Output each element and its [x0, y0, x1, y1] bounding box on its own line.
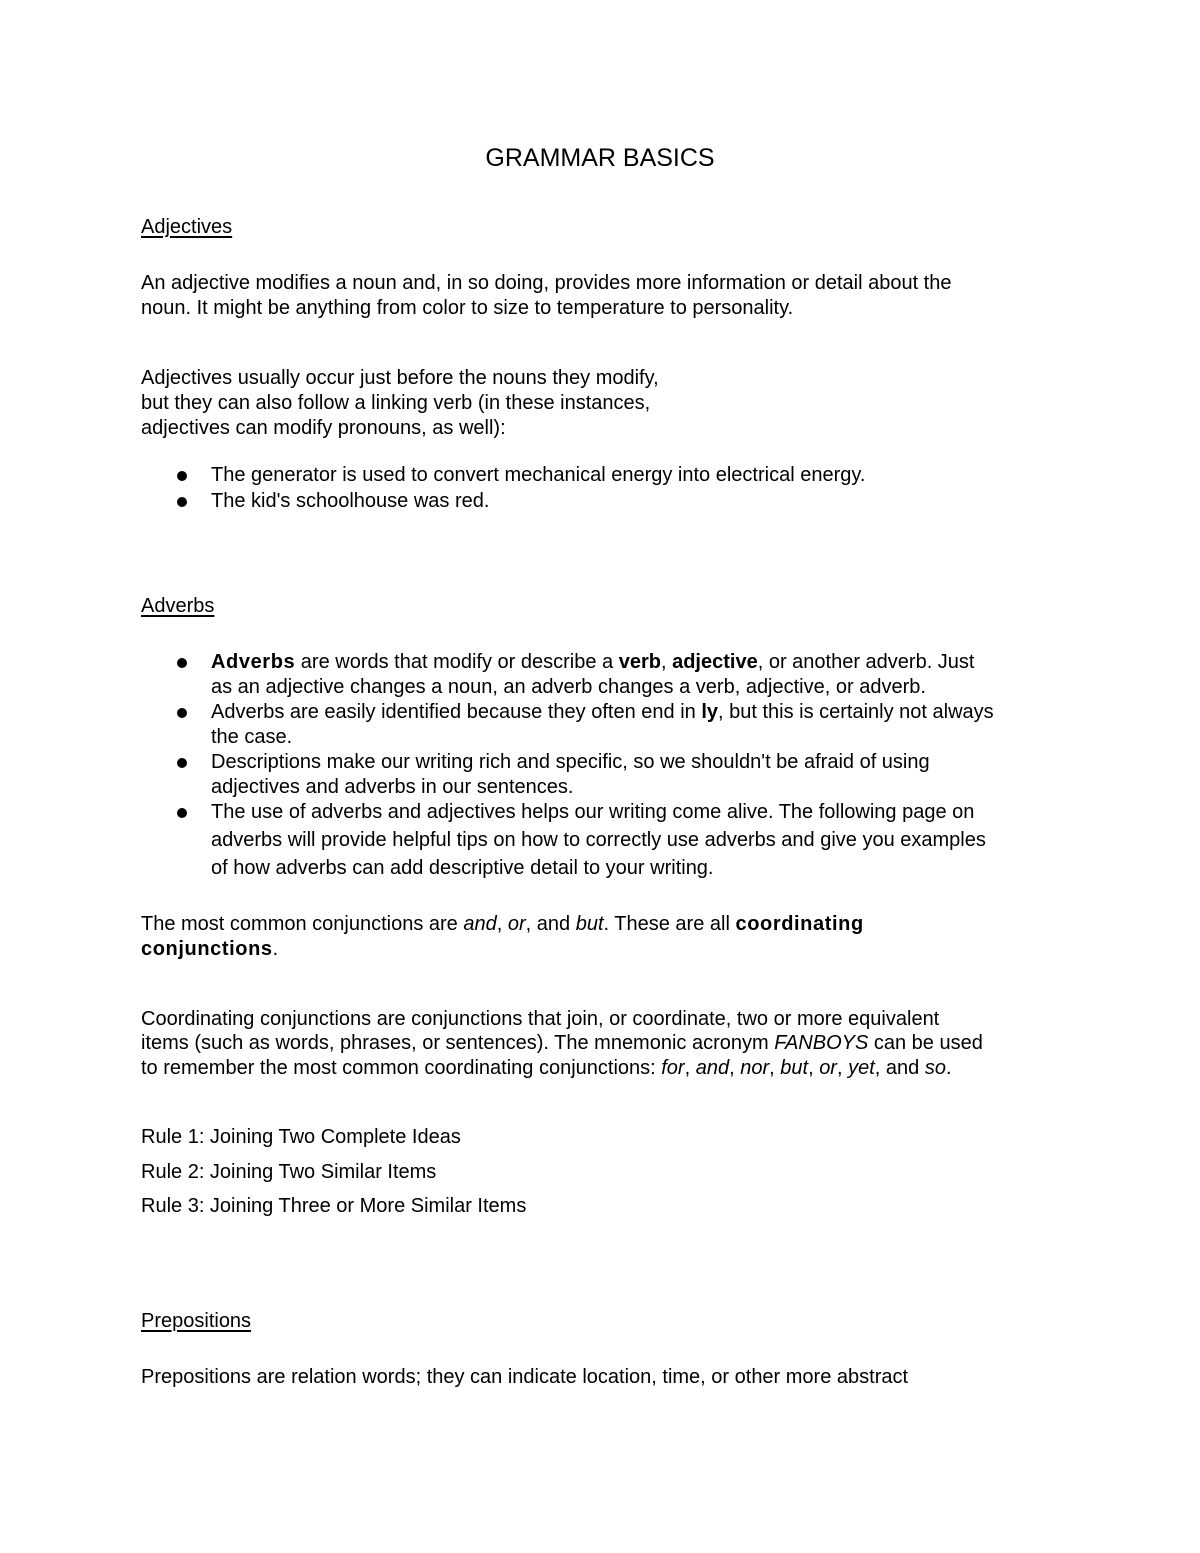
- term-ly: ly: [701, 701, 718, 723]
- bullet-icon: [177, 471, 187, 481]
- term-conjunctions: conjunctions: [141, 938, 273, 960]
- rule-2: Rule 2: Joining Two Similar Items: [141, 1161, 437, 1183]
- rule-3: Rule 3: Joining Three or More Similar Items: [141, 1195, 527, 1217]
- bullet-icon: [177, 758, 187, 768]
- adverbs-bullet-2-line2: the case.: [211, 726, 293, 748]
- conjunctions-para1-line1: The most common conjunctions are and, or, and but. These are all coordinating: [141, 913, 864, 935]
- conjunctions-para2-line1: Coordinating conjunctions are conjunctions that join, or coordinate, two or more equivalent: [141, 1008, 940, 1030]
- adjectives-bullet-2: The kid's schoolhouse was red.: [211, 490, 490, 512]
- conjunctions-para2-line3: to remember the most common coordinating conjunctions: for, and, nor, but, or, yet, and so.: [141, 1057, 952, 1079]
- term-verb: verb: [618, 651, 661, 673]
- page-title: GRAMMAR BASICS: [485, 144, 715, 172]
- adverbs-bullet-2-line1: Adverbs are easily identified because they often end in ly, but this is certainly not always: [211, 701, 994, 723]
- conjunctions-para1-line2: conjunctions.: [141, 938, 279, 960]
- conjunctions-para2-line2: items (such as words, phrases, or sentences). The mnemonic acronym FANBOYS can be used: [141, 1032, 983, 1054]
- adverbs-bullet-3-line2: adjectives and adverbs in our sentences.: [211, 776, 574, 798]
- adjectives-bullet-1: The generator is used to convert mechanical energy into electrical energy.: [211, 464, 866, 486]
- adverbs-bullet-1-line1: Adverbs are words that modify or describe a verb, adjective, or another adverb. Just: [211, 651, 975, 673]
- heading-adjectives: Adjectives: [141, 216, 233, 238]
- adverbs-bullet-3-line1: Descriptions make our writing rich and specific, so we shouldn't be afraid of using: [211, 751, 930, 773]
- bullet-icon: [177, 808, 187, 818]
- adjectives-para2-line1: Adjectives usually occur just before the nouns they modify,: [141, 367, 659, 389]
- heading-adverbs: Adverbs: [141, 595, 215, 617]
- term-fanboys: FANBOYS: [774, 1032, 869, 1054]
- adjectives-para2-line2: but they can also follow a linking verb (in these instances,: [141, 392, 651, 414]
- adverbs-bullet-4-line3: of how adverbs can add descriptive detail to your writing.: [211, 857, 714, 879]
- adjectives-para2-line3: adjectives can modify pronouns, as well):: [141, 417, 506, 439]
- bullet-icon: [177, 708, 187, 718]
- term-adverbs: Adverbs: [211, 651, 296, 673]
- adverbs-bullet-1-line2: as an adjective changes a noun, an adverb changes a verb, adjective, or adverb.: [211, 676, 926, 698]
- adverbs-bullet-4-line2: adverbs will provide helpful tips on how to correctly use adverbs and give you examples: [211, 829, 986, 851]
- adverbs-bullet-4-line1: The use of adverbs and adjectives helps our writing come alive. The following page on: [211, 801, 975, 823]
- adjectives-para1-line1: An adjective modifies a noun and, in so doing, provides more information or detail about the: [141, 272, 952, 294]
- term-coordinating: coordinating: [735, 913, 864, 935]
- prepositions-para: Prepositions are relation words; they can indicate location, time, or other more abstract: [141, 1366, 909, 1388]
- heading-prepositions: Prepositions: [141, 1310, 252, 1332]
- bullet-icon: [177, 497, 187, 507]
- term-adjective: adjective: [672, 651, 758, 673]
- bullet-icon: [177, 658, 187, 668]
- adjectives-para1-line2: noun. It might be anything from color to size to temperature to personality.: [141, 297, 794, 319]
- rule-1: Rule 1: Joining Two Complete Ideas: [141, 1126, 461, 1148]
